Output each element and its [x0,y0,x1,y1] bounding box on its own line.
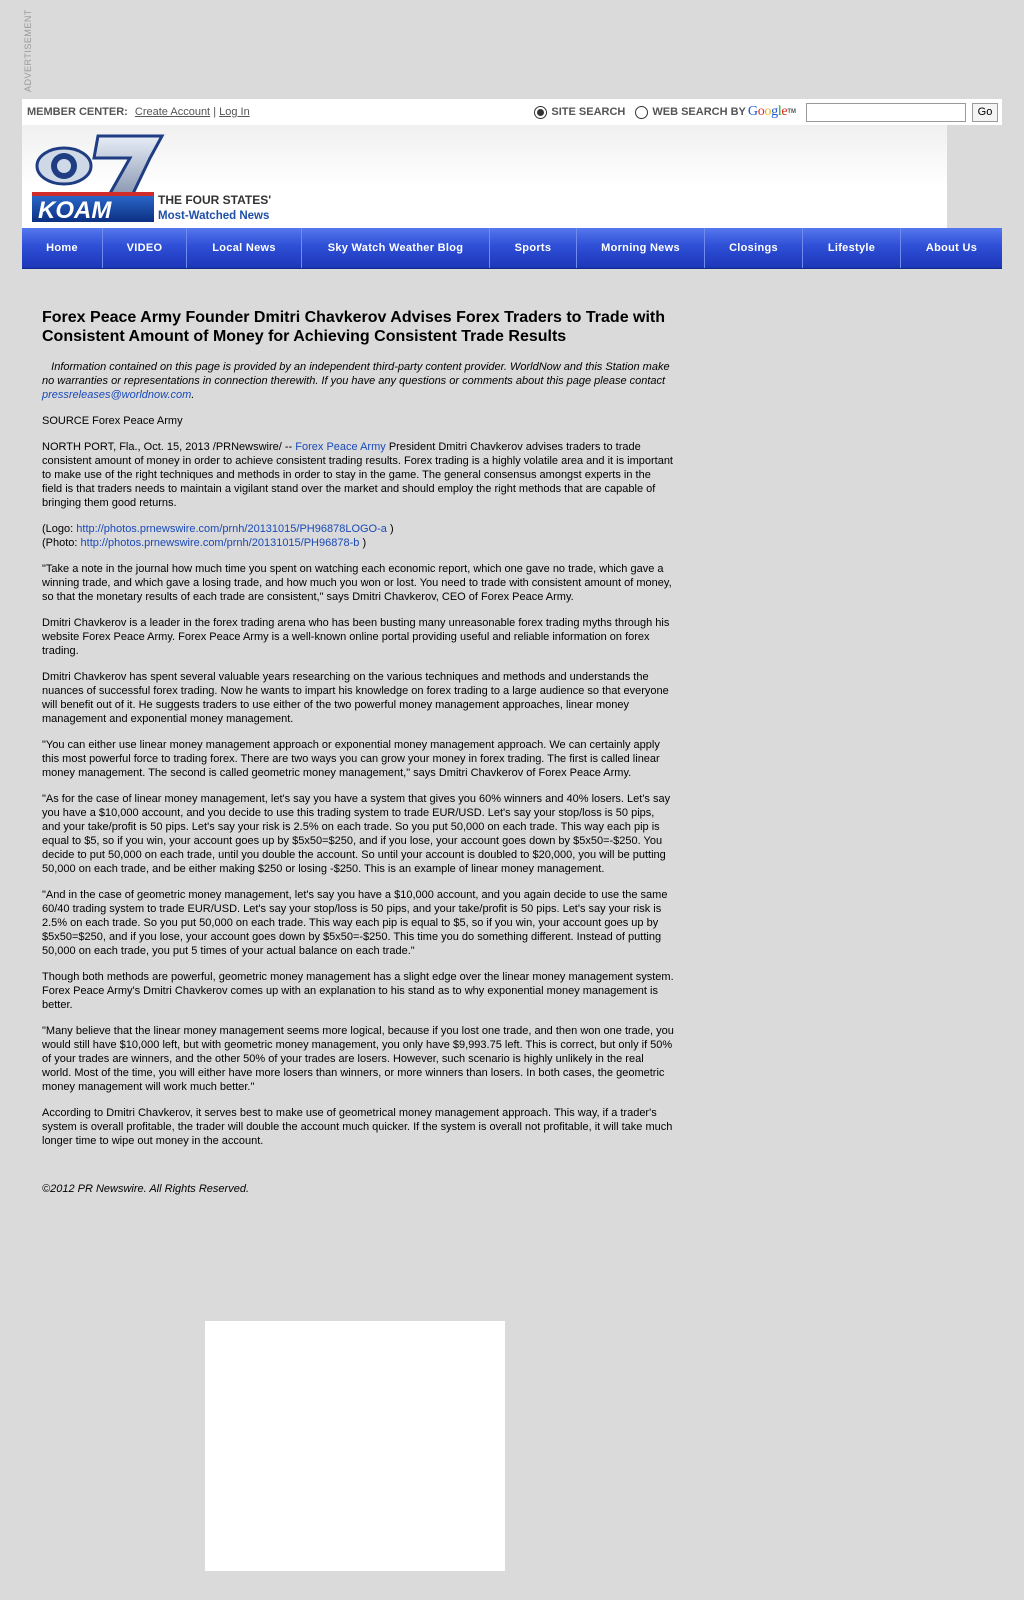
logo-tagline-top: THE FOUR STATES' [158,193,272,207]
cbs7-logo-graphic [32,134,272,224]
site-search-label: SITE SEARCH [551,106,626,118]
search-area [534,101,998,123]
article [42,308,674,1208]
nav-sky-watch-weather-blog[interactable]: Sky Watch Weather Blog [302,228,490,268]
article-paragraph: "You can either use linear money management approach or exponential money management approach. We can certainly apply this most powerful force to trading forex. There are two ways you can grow your money in forex trading. The first is called linear money management. The second is called geometric money management," says Dmitri Chavkerov of Forex Peace Army. [42,739,660,779]
article-source: SOURCE Forex Peace Army [42,415,183,427]
koam-wordmark: KOAM [38,197,112,224]
log-in-link[interactable]: Log In [219,106,250,118]
article-paragraph: Though both methods are powerful, geometric money management has a slight edge over the linear money management system. Forex Peace Army's Dmitri Chavkerov comes up with an explanation to his stand as to why exponential money management is better. [42,971,674,1011]
site-header [22,125,947,228]
koam-logo[interactable] [32,134,272,224]
article-paragraph: According to Dmitri Chavkerov, it serves best to make use of geometrical money management approach. This way, if a trader's system is overall profitable, the trader will double the account much quicker. If the system is overall not profitable, it will take much longer time to wipe out money in the account. [42,1107,673,1147]
site-search-option[interactable] [534,106,625,119]
article-dateline [42,440,674,510]
media-links [42,522,674,550]
dateline-rest: President Dmitri Chavkerov advises traders to trade consistent amount of money in order to achieve consistent trading results. Forex trading is a highly volatile area and it is important to make use of the right techniques and methods in order to stay in the game. The general consensus amongst experts in the field is that traders needs to maintain a vigilant stand over the market and should employ the right methods that are capable of bringing them good returns. [42,441,673,509]
web-search-radio[interactable] [635,106,648,119]
nav-about-us[interactable]: About Us [925,242,978,254]
photo-link[interactable]: http://photos.prnewswire.com/prnh/20131015/PH96878-b [80,537,360,549]
google-trademark: TM [787,109,796,115]
create-account-link[interactable]: Create Account [134,106,211,118]
nav-home[interactable]: Home [22,228,103,268]
advertisement-label: ADVERTISEMENT [23,9,33,92]
disclaimer-text: Information contained on this page is provided by an independent third-party content provider. WorldNow and this Station make no warranties or representations in connection therewith. If you have any questions or comments about this page please contact [42,361,670,387]
logo-tagline-bottom: Most-Watched News [158,210,270,222]
article-paragraph: Dmitri Chavkerov is a leader in the forex trading arena who has been busting many unreasonable forex trading myths through his website Forex Peace Army. Forex Peace Army is a well-known online portal providing useful and reliable information on forex trading. [42,617,670,657]
article-paragraph: "And in the case of geometric money management, let's say you have a $10,000 account, and you again decide to use the same 60/40 trading system to trade EUR/USD. Let's say your stop/loss is 50 pips, and your take/profit is 50 pips. Let's say your risk is 2.5% on each trade. So you put 50,000 on each trade. This way each pip is equal to $5, so if you win, your account goes up by $5x50=$250, and if you lose, your account goes down by $5x50=-$250. This time you do something different. Instead of putting 50,000 on each trade, you put 5 times of your actual balance on each trade." [42,889,668,957]
photo-prefix: (Photo: [42,537,78,549]
member-center [27,106,250,118]
member-center-label: MEMBER CENTER: [27,106,128,118]
article-title: Forex Peace Army Founder Dmitri Chavkerov Advises Forex Traders to Trade with Consistent Amount of Money for Achieving Consistent Trade Results [42,309,666,345]
web-search-option[interactable] [635,104,796,120]
nav-closings[interactable]: Closings [705,228,803,268]
forex-peace-army-link[interactable]: Forex Peace Army [295,441,386,453]
article-paragraph: "Take a note in the journal how much time you spent on watching each economic report, which one gave no trade, which gave a winning trade, and which gave a losing trade, and how much you won or lost. You need to trade with consistent amount of money, so that the monetary results of each trade are consistent," says Dmitri Chavkerov, CEO of Forex Peace Army. [42,563,672,603]
logo-photo-link[interactable]: http://photos.prnewswire.com/prnh/20131015/PH96878LOGO-a [76,523,387,535]
nav-video[interactable]: VIDEO [103,228,187,268]
copyright: ©2012 PR Newswire. All Rights Reserved. [42,1183,249,1195]
nav-local-news[interactable]: Local News [187,228,302,268]
web-search-label: WEB SEARCH BY [652,106,746,118]
main-navigation [22,228,1002,269]
disclaimer-end: . [191,389,195,401]
member-center-bar [22,99,1002,125]
logo-prefix: (Logo: [42,523,74,535]
photo-close-paren: ) [362,537,367,549]
logo-close-paren: ) [389,523,394,535]
article-paragraph: Dmitri Chavkerov has spent several valuable years researching on the various techniques and methods and understands the nuances of successful forex trading. Now he wants to impart his knowledge on forex trading to a large audience so that everyone will benefit out of it. He suggests traders to use either of the two powerful money management approaches, linear money management and exponential money management. [42,671,669,725]
article-paragraph: "As for the case of linear money management, let's say you have a system that gives you 60% winners and 40% losers. Let's say you have a $10,000 account, and you decide to use this trading system to trade EUR/USD. Let's say your stop/loss is 50 pips, and your take/profit is 50 pips. Let's say your risk is 2.5% on each trade. So you put 50,000 on each trade. This way each pip is equal to $5, so if you win, your account goes up by $5x50=$250, and if you lose, your account goes down by $5x50=-$250. You decide to put 50,000 on each trade, until you double the account. So until your account is doubled to $20,000, you will be putting 50,000 on each trade, and be either making $250 or losing -$250. This is an example of linear money management. [42,793,671,875]
member-separator: | [213,106,217,118]
nav-morning-news[interactable]: Morning News [577,228,705,268]
site-search-radio[interactable] [534,106,547,119]
nav-sports[interactable]: Sports [490,228,577,268]
bottom-advertisement[interactable] [205,1321,505,1571]
nav-lifestyle[interactable]: Lifestyle [803,228,901,268]
article-paragraph: "Many believe that the linear money management seems more logical, because if you lost one trade, and then won one trade, you would still have $10,000 left, but with geometric money management, you only have $9,993.75 left. This is correct, but only if 50% of your trades are winners, and the other 50% of your trades are losers. However, such scenario is highly unlikely in the real world. Most of the time, you will either have more losers than winners, or more winners than losers. In both cases, the geometric money management will work much better." [42,1025,674,1093]
google-logo: Google [747,104,788,119]
disclaimer-email-link[interactable]: pressreleases@worldnow.com [42,389,192,401]
search-input[interactable] [806,103,966,122]
disclaimer [42,360,674,402]
dateline-start: NORTH PORT, Fla., Oct. 15, 2013 /PRNewswire/ -- [42,441,293,453]
go-button[interactable]: Go [972,103,998,122]
